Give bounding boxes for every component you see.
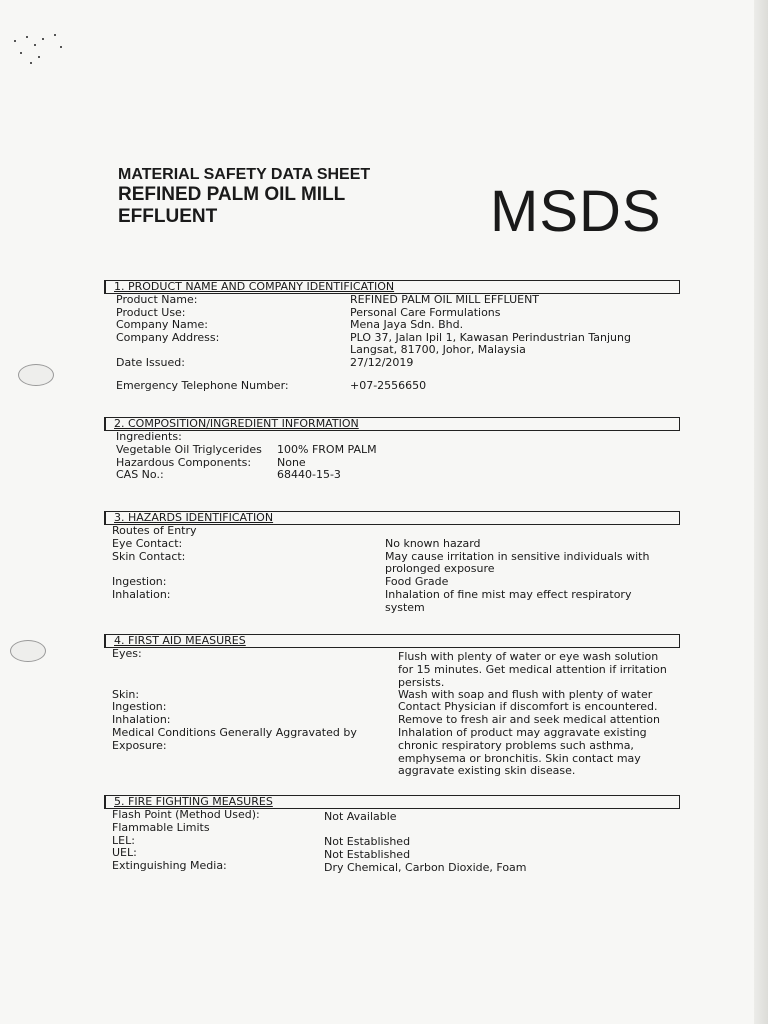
skin-value: Wash with soap and flush with plenty of water	[398, 687, 653, 701]
doc-title-line-1: REFINED PALM OIL MILL	[118, 184, 346, 205]
section-heading	[104, 417, 680, 431]
flash-point-value: Not Available	[324, 810, 397, 823]
company-name-value: Mena Jaya Sdn. Bhd.	[350, 318, 464, 331]
veg-oil-label: Vegetable Oil Triglycerides	[116, 442, 262, 456]
uel-label: UEL:	[112, 846, 137, 860]
hazardous-components-value: None	[277, 455, 306, 469]
punch-hole-mark	[10, 640, 46, 662]
lel-value: Not Established	[324, 835, 411, 848]
medical-conditions-label-2: Exposure:	[112, 738, 167, 752]
section-heading	[104, 795, 680, 809]
document-header	[118, 166, 370, 228]
skin-contact-label: Skin Contact:	[112, 549, 186, 563]
section-product-identification	[104, 280, 680, 392]
extinguishing-media-label: Extinguishing Media:	[112, 859, 227, 873]
lel-label: LEL:	[112, 833, 135, 847]
section-composition	[104, 417, 680, 482]
flammable-limits-label: Flammable Limits	[112, 820, 210, 834]
section-fire-fighting	[104, 795, 680, 874]
cas-number-label: CAS No.:	[116, 468, 164, 482]
msds-logo: MSDS	[490, 179, 662, 244]
section-heading	[104, 511, 680, 525]
ingestion-label: Ingestion:	[112, 575, 167, 589]
inhalation-label: Inhalation:	[112, 588, 171, 601]
inhalation-label: Inhalation:	[112, 713, 171, 727]
ingestion-value: Food Grade	[385, 575, 449, 589]
company-address-label: Company Address:	[116, 330, 220, 344]
skin-contact-value-1: May cause irritation in sensitive individuals with	[385, 549, 650, 563]
eye-contact-value: No known hazard	[385, 536, 481, 550]
medical-conditions-value-2: chronic respiratory problems such asthma,	[398, 738, 634, 752]
eye-contact-label: Eye Contact:	[112, 536, 183, 550]
flash-point-label: Flash Point (Method Used):	[112, 808, 260, 821]
extinguishing-media-value: Dry Chemical, Carbon Dioxide, Foam	[324, 860, 527, 874]
inhalation-value-1: Inhalation of fine mist may effect respiratory	[385, 588, 632, 601]
skin-contact-value-2: prolonged exposure	[385, 562, 495, 576]
product-name-label: Product Name:	[116, 293, 198, 306]
ingredients-label: Ingredients:	[116, 430, 182, 443]
section-heading-text: 2. COMPOSITION/INGREDIENT INFORMATION	[114, 417, 359, 430]
uel-value: Not Established	[324, 847, 411, 861]
section-hazards	[104, 511, 680, 614]
company-name-label: Company Name:	[116, 318, 208, 331]
section-heading-text: 1. PRODUCT NAME AND COMPANY IDENTIFICATION	[114, 280, 395, 293]
veg-oil-value: 100% FROM PALM	[277, 442, 377, 456]
hazardous-components-label: Hazardous Components:	[116, 455, 252, 469]
eyes-value-1: Flush with plenty of water or eye wash solution	[398, 650, 659, 663]
doc-subtitle: MATERIAL SAFETY DATA SHEET	[118, 166, 371, 183]
section-heading-text: 3. HAZARDS IDENTIFICATION	[114, 511, 274, 524]
section-heading	[104, 280, 680, 294]
section-heading-text: 5. FIRE FIGHTING MEASURES	[114, 795, 273, 808]
eyes-value-3: persists.	[398, 675, 445, 689]
section-first-aid	[104, 634, 680, 778]
product-name-value: REFINED PALM OIL MILL EFFLUENT	[350, 293, 540, 306]
section-heading	[104, 634, 680, 648]
company-address-line-2: Langsat, 81700, Johor, Malaysia	[350, 343, 526, 356]
company-address-line-1: PLO 37, Jalan Ipil 1, Kawasan Perindustrian Tanjung	[350, 330, 631, 344]
medical-conditions-label-1: Medical Conditions Generally Aggravated by	[112, 725, 357, 739]
medical-conditions-value-4: aggravate existing skin disease.	[398, 764, 576, 778]
product-use-label: Product Use:	[116, 305, 186, 319]
eyes-value-2: for 15 minutes. Get medical attention if irritation	[398, 662, 667, 676]
emergency-phone-value: +07-2556650	[350, 379, 427, 392]
date-issued-label: Date Issued:	[116, 355, 185, 369]
scan-specks	[12, 32, 82, 72]
ingestion-value: Contact Physician if discomfort is encountered.	[398, 700, 658, 714]
date-issued-value: 27/12/2019	[350, 355, 414, 369]
doc-title-line-2: EFFLUENT	[118, 206, 218, 227]
emergency-phone-label: Emergency Telephone Number:	[116, 379, 289, 392]
product-use-value: Personal Care Formulations	[350, 305, 501, 319]
inhalation-value: Remove to fresh air and seek medical attention	[398, 713, 660, 727]
cas-number-value: 68440-15-3	[277, 468, 341, 482]
inhalation-value-2: system	[385, 600, 425, 614]
medical-conditions-value-1: Inhalation of product may aggravate existing	[398, 725, 647, 739]
section-heading-text: 4. FIRST AID MEASURES	[114, 634, 246, 647]
ingestion-label: Ingestion:	[112, 700, 167, 714]
punch-hole-mark	[18, 364, 54, 386]
eyes-label: Eyes:	[112, 647, 142, 660]
routes-of-entry-label: Routes of Entry	[112, 524, 197, 537]
medical-conditions-value-3: emphysema or bronchitis. Skin contact may	[398, 751, 641, 765]
skin-label: Skin:	[112, 687, 140, 701]
page-edge	[754, 0, 768, 1024]
